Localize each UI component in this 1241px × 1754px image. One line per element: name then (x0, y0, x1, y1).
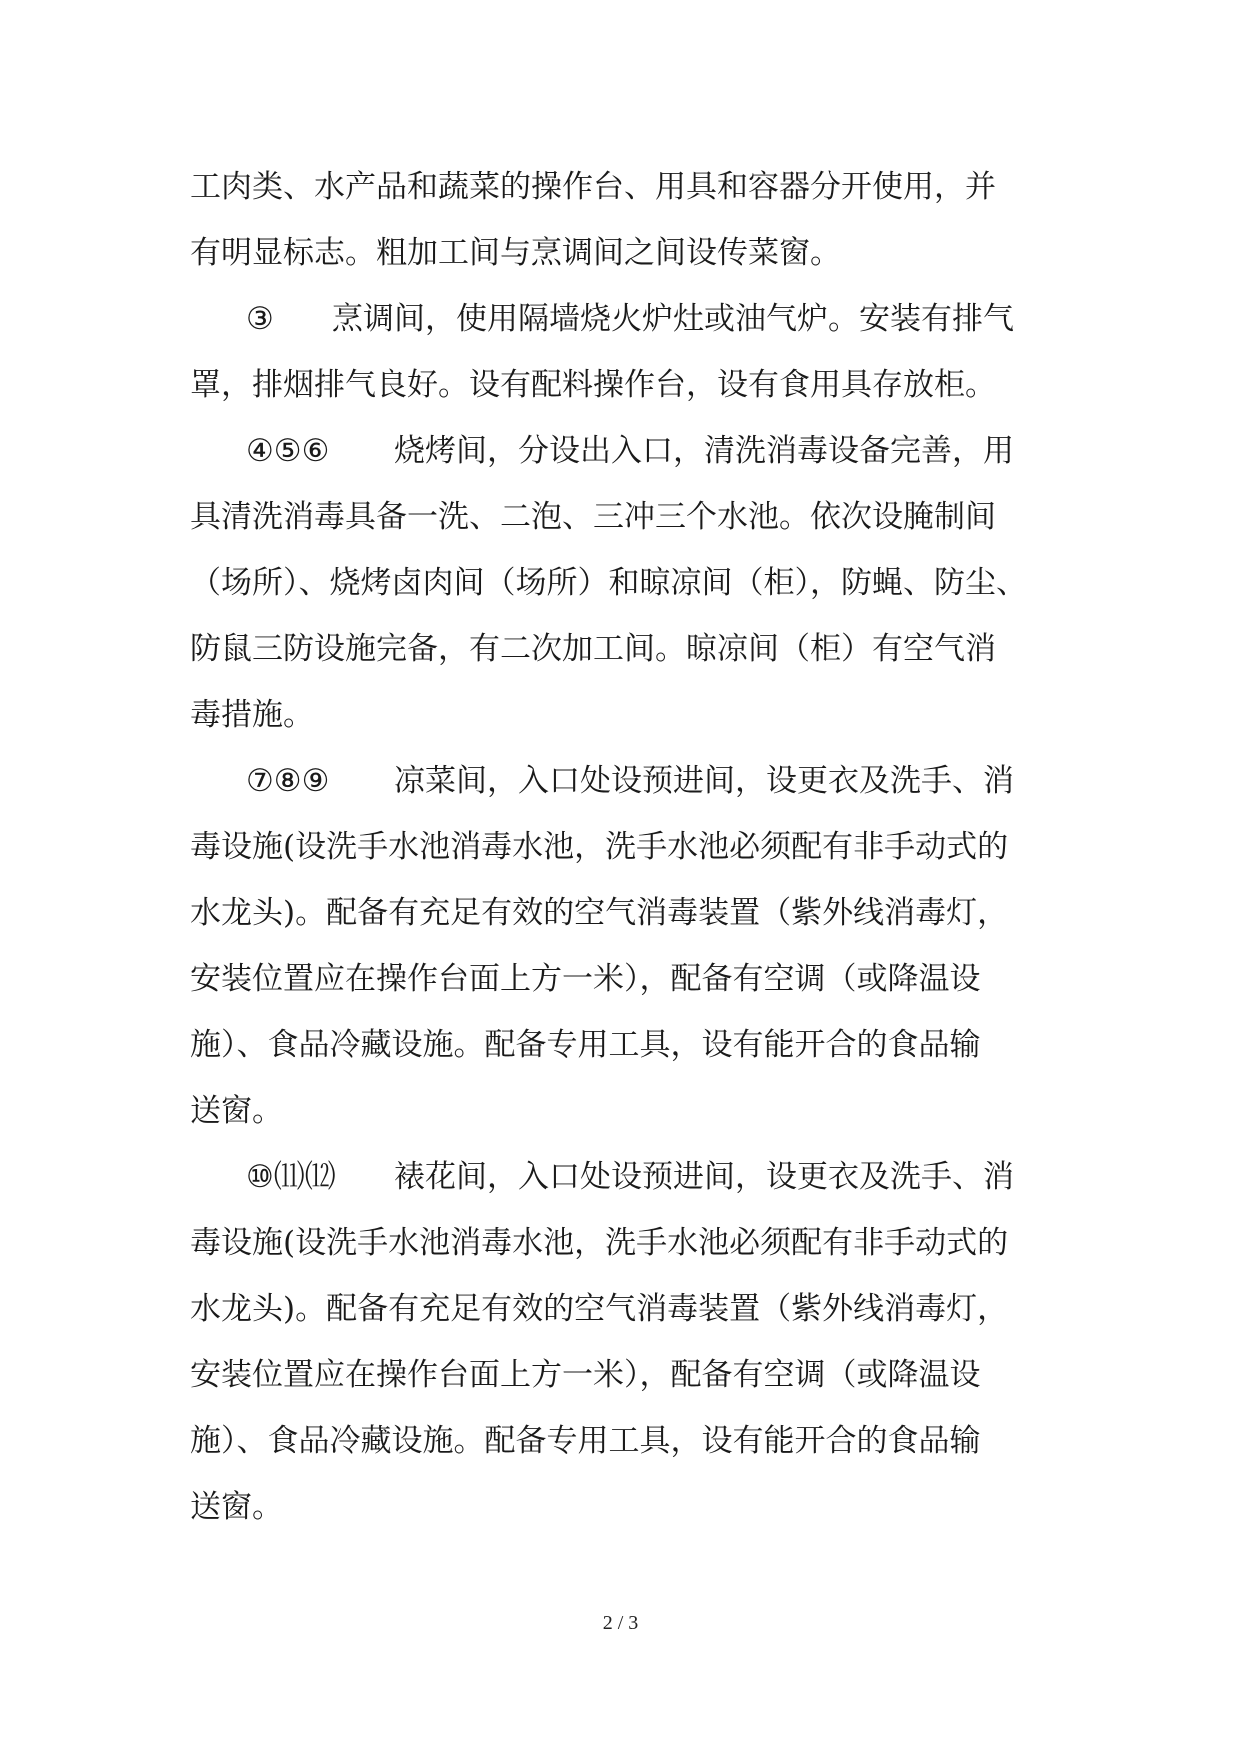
text-line: 毒措施。 (190, 697, 314, 733)
text-line: 裱花间，入口处设预进间，设更衣及洗手、消 (394, 1159, 1014, 1195)
text-line: 安装位置应在操作台面上方一米），配备有空调（或降温设 (190, 961, 981, 997)
item-marker: ⑩⑾⑿ (246, 1159, 336, 1195)
text-line: 水龙头)。配备有充足有效的空气消毒装置（紫外线消毒灯， (190, 1291, 1009, 1327)
text-line: 罩，排烟排气良好。设有配料操作台，设有食用具存放柜。 (190, 367, 996, 403)
text-line: 毒设施(设洗手水池消毒水池，洗手水池必须配有非手动式的 (190, 829, 1009, 865)
text-line: 工肉类、水产品和蔬菜的操作台、用具和容器分开使用，并 (190, 169, 996, 205)
text-line: 安装位置应在操作台面上方一米），配备有空调（或降温设 (190, 1357, 981, 1393)
section-line-decorating-room (190, 1144, 1060, 1210)
section-line-cooking-room (190, 286, 1060, 352)
item-marker: ③ (246, 301, 274, 337)
section-line-barbecue-room (190, 418, 1060, 484)
page-number: 2 / 3 (602, 1612, 639, 1634)
text-line: 送窗。 (190, 1489, 283, 1525)
text-line: 烹调间，使用隔墙烧火炉灶或油气炉。安装有排气 (332, 301, 1014, 337)
document-body (190, 154, 1060, 1540)
text-line: 有明显标志。粗加工间与烹调间之间设传菜窗。 (190, 235, 841, 271)
item-marker: ④⑤⑥ (246, 433, 330, 469)
item-marker: ⑦⑧⑨ (246, 763, 330, 799)
text-line: 施）、食品冷藏设施。配备专用工具，设有能开合的食品输 (190, 1027, 981, 1063)
text-line: 具清洗消毒具备一洗、二泡、三冲三个水池。依次设腌制间 (190, 499, 996, 535)
text-line: 凉菜间，入口处设预进间，设更衣及洗手、消 (394, 763, 1014, 799)
text-line: 防鼠三防设施完备，有二次加工间。晾凉间（柜）有空气消 (190, 631, 996, 667)
text-line: （场所）、烧烤卤肉间（场所）和晾凉间（柜），防蝇、防尘、 (190, 565, 1027, 601)
text-line: 烧烤间，分设出入口，清洗消毒设备完善，用 (394, 433, 1014, 469)
text-line: 毒设施(设洗手水池消毒水池，洗手水池必须配有非手动式的 (190, 1225, 1009, 1261)
section-line-cold-dish-room (190, 748, 1060, 814)
text-line: 施）、食品冷藏设施。配备专用工具，设有能开合的食品输 (190, 1423, 981, 1459)
text-line: 送窗。 (190, 1093, 283, 1129)
text-line: 水龙头)。配备有充足有效的空气消毒装置（紫外线消毒灯， (190, 895, 1009, 931)
